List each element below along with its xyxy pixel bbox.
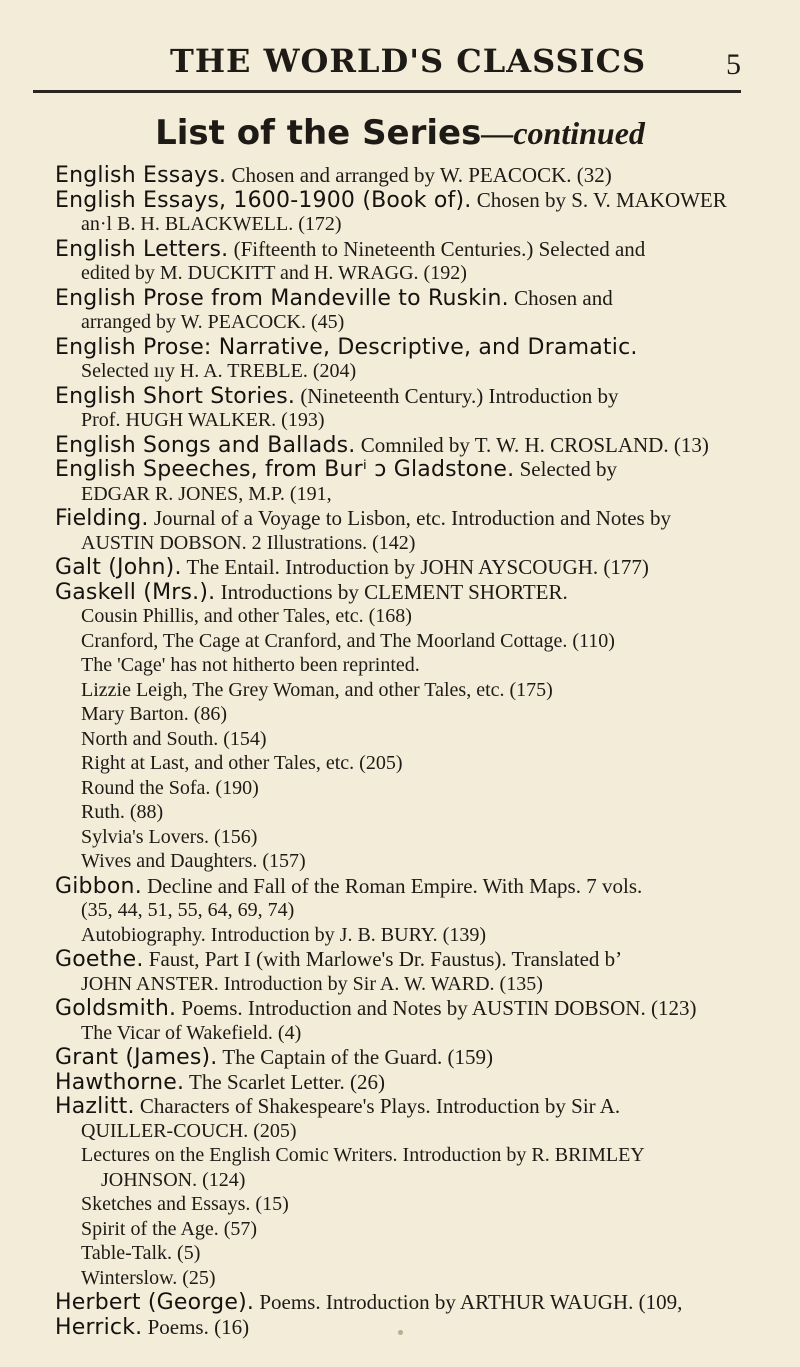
series-entry: [55, 1045, 755, 1070]
header-rule: [33, 90, 741, 93]
entry-line: [55, 163, 755, 188]
entry-line: [55, 874, 755, 899]
entry-line: [55, 335, 755, 360]
series-entry: [55, 506, 755, 555]
entry-author-heading: English Letters.: [55, 236, 229, 262]
entry-line: [55, 947, 755, 972]
entry-author-heading: Goethe.: [55, 947, 144, 972]
entry-continuation-line: [55, 261, 755, 286]
series-entry: [55, 555, 755, 580]
running-head: [0, 42, 800, 82]
series-entry: [55, 188, 755, 237]
entry-text: Journal of a Voyage to Lisbon, etc. Introduction and Notes by: [148, 506, 671, 530]
entry-sublist: [55, 923, 755, 948]
entry-text: Decline and Fall of the Roman Empire. With Maps. 7 vols.: [141, 873, 643, 898]
sub-title-line: Wives and Daughters. (157): [81, 850, 306, 872]
entry-line: [55, 506, 755, 531]
entry-text: Chosen and arranged by W. PEACOCK. (32): [226, 163, 612, 187]
entry-line: [55, 1094, 755, 1119]
series-entry: [55, 1290, 755, 1315]
entry-author-heading: Herrick.: [55, 1314, 143, 1340]
entry-continuation-line: [55, 482, 755, 507]
entry-line: [55, 433, 755, 458]
sub-title-line: The Vicar of Wakefield. (4): [81, 1021, 302, 1044]
entry-text: Selected ııy H. A. TREBLE. (204): [81, 360, 357, 382]
series-entry: [55, 335, 755, 384]
sub-title-line: North and South. (154): [81, 727, 267, 750]
list-heading-main: List of the Series: [155, 113, 482, 153]
series-entry: [55, 580, 755, 874]
entry-sublist: [55, 604, 755, 874]
entry-line: [55, 580, 755, 605]
entry-text: Poems. Introduction and Notes by AUSTIN DOBSON. (123): [176, 996, 697, 1020]
entry-line: [55, 1070, 755, 1095]
entry-line: [55, 286, 755, 311]
entry-continuation-line: [55, 408, 755, 433]
series-entry: [55, 1070, 755, 1095]
series-entry: [55, 996, 755, 1045]
entry-author-heading: Fielding.: [55, 506, 149, 531]
series-entry: [55, 237, 755, 286]
entry-line: [55, 996, 755, 1021]
entry-author-heading: English Essays.: [55, 163, 227, 188]
sub-title-line: Lizzie Leigh, The Grey Woman, and other Tales, etc. (175): [81, 678, 553, 701]
entry-text: The Captain of the Guard. (159): [217, 1045, 493, 1069]
entry-author-heading: English Short Stories.: [55, 383, 296, 409]
sub-title-line: Lectures on the English Comic Writers. Introduction by R. BRIMLEY: [81, 1144, 645, 1166]
entry-author-heading: Goldsmith.: [55, 996, 177, 1021]
entry-author-heading: Hazlitt.: [55, 1094, 135, 1119]
entry-author-heading: English Essays, 1600-1900 (Book of).: [55, 187, 472, 213]
entry-text: (35, 44, 51, 55, 64, 69, 74): [81, 899, 295, 921]
entry-text: The Scarlet Letter. (26): [184, 1069, 385, 1094]
sub-title-line: Table-Talk. (5): [81, 1242, 201, 1264]
entry-text: arranged by W. PEACOCK. (45): [81, 311, 345, 333]
entry-text: edited by M. DUCKITT and H. WRAGG. (192): [81, 262, 467, 284]
sub-title-line: Autobiography. Introduction by J. B. BURY. (139): [81, 923, 486, 946]
sub-title-line: Winterslow. (25): [81, 1266, 216, 1289]
entry-text: Chosen and: [508, 285, 613, 310]
entry-text: Selected by: [514, 457, 617, 481]
list-heading: [0, 107, 800, 154]
entry-continuation-line: [55, 359, 755, 384]
series-entry: [55, 457, 755, 506]
series-list: [55, 163, 755, 1339]
series-entry: [55, 874, 755, 948]
entry-author-heading: Gibbon.: [55, 873, 142, 899]
entry-text: JOHN ANSTER. Introduction by Sir A. W. WARD. (135): [81, 972, 543, 995]
entry-line: [55, 555, 755, 580]
entry-continuation-line: [55, 531, 755, 556]
sub-title-line: Cousin Phillis, and other Tales, etc. (168): [81, 605, 412, 627]
entry-text: Faust, Part I (with Marlowe's Dr. Faustus). Translated bʼ: [143, 947, 623, 971]
entry-text: AUSTIN DOBSON. 2 Illustrations. (142): [81, 531, 416, 554]
sub-title-line: Sylvia's Lovers. (156): [81, 825, 258, 848]
entry-text: (Nineteenth Century.) Introduction by: [295, 383, 619, 408]
entry-line: [55, 1290, 755, 1315]
sub-title-line: Ruth. (88): [81, 801, 164, 823]
entry-line: [55, 237, 755, 262]
entry-text: Prof. HUGH WALKER. (193): [81, 409, 325, 431]
entry-author-heading: Gaskell (Mrs.).: [55, 579, 216, 605]
series-entry: [55, 947, 755, 996]
series-entry: [55, 286, 755, 335]
series-entry: [55, 163, 755, 188]
list-heading-continued: —continued: [481, 115, 645, 151]
sub-title-line: Cranford, The Cage at Cranford, and The Moorland Cottage. (110): [81, 629, 615, 652]
running-title: THE WORLD'S CLASSICS: [170, 42, 647, 80]
entry-text: EDGAR R. JONES, M.P. (191,: [81, 482, 332, 505]
entry-line: [55, 188, 755, 213]
sub-title-line: JOHNSON. (124): [101, 1168, 246, 1191]
entry-text: The Entail. Introduction by JOHN AYSCOUGH. (177): [181, 555, 649, 579]
entry-author-heading: English Songs and Ballads.: [55, 432, 356, 458]
entry-continuation-line: [55, 1119, 755, 1144]
entry-author-heading: Hawthorne.: [55, 1069, 185, 1095]
entry-continuation-line: [55, 898, 755, 923]
series-entry: [55, 433, 755, 458]
entry-author-heading: English Prose: Narrative, Descriptive, and Dramatic.: [55, 334, 638, 360]
sub-title-line: Mary Barton. (86): [81, 703, 228, 725]
entry-line: [55, 1315, 755, 1340]
entry-author-heading: Galt (John).: [55, 555, 182, 580]
sub-title-line: Sketches and Essays. (15): [81, 1193, 289, 1215]
entry-continuation-line: [55, 972, 755, 997]
entry-sublist: [55, 1021, 755, 1046]
sub-title-line: Right at Last, and other Tales, etc. (205): [81, 752, 403, 774]
entry-author-heading: Herbert (George).: [55, 1290, 255, 1315]
entry-sublist: [55, 1143, 755, 1290]
page-speck: [398, 1330, 403, 1335]
entry-text: QUILLER-COUCH. (205): [81, 1119, 297, 1142]
series-entry: [55, 384, 755, 433]
entry-text: Introductions by CLEMENT SHORTER.: [215, 579, 568, 604]
entry-author-heading: English Speeches, from Burⁱ ɔ Gladstone.: [55, 457, 515, 482]
sub-title-line: The 'Cage' has not hitherto been reprinted.: [81, 654, 420, 676]
entry-line: [55, 384, 755, 409]
series-entry: [55, 1094, 755, 1290]
series-entry: [55, 1315, 755, 1340]
entry-author-heading: Grant (James).: [55, 1045, 218, 1070]
entry-line: [55, 1045, 755, 1070]
entry-text: (Fifteenth to Nineteenth Centuries.) Selected and: [228, 236, 646, 261]
entry-text: Characters of Shakespeare's Plays. Introduction by Sir A.: [134, 1094, 621, 1118]
entry-text: Chosen by S. V. MAKOWER: [471, 187, 727, 212]
entry-text: an·l B. H. BLACKWELL. (172): [81, 213, 342, 235]
entry-text: Poems. Introduction by ARTHUR WAUGH. (109,: [254, 1290, 683, 1314]
entry-text: Poems. (16): [142, 1314, 250, 1339]
sub-title-line: Spirit of the Age. (57): [81, 1217, 258, 1240]
entry-continuation-line: [55, 310, 755, 335]
entry-line: [55, 457, 755, 482]
sub-title-line: Round the Sofa. (190): [81, 776, 259, 799]
entry-text: Comniled by T. W. H. CROSLAND. (13): [355, 432, 709, 457]
entry-continuation-line: [55, 212, 755, 237]
page-number: 5: [726, 48, 741, 81]
entry-author-heading: English Prose from Mandeville to Ruskin.: [55, 285, 509, 311]
